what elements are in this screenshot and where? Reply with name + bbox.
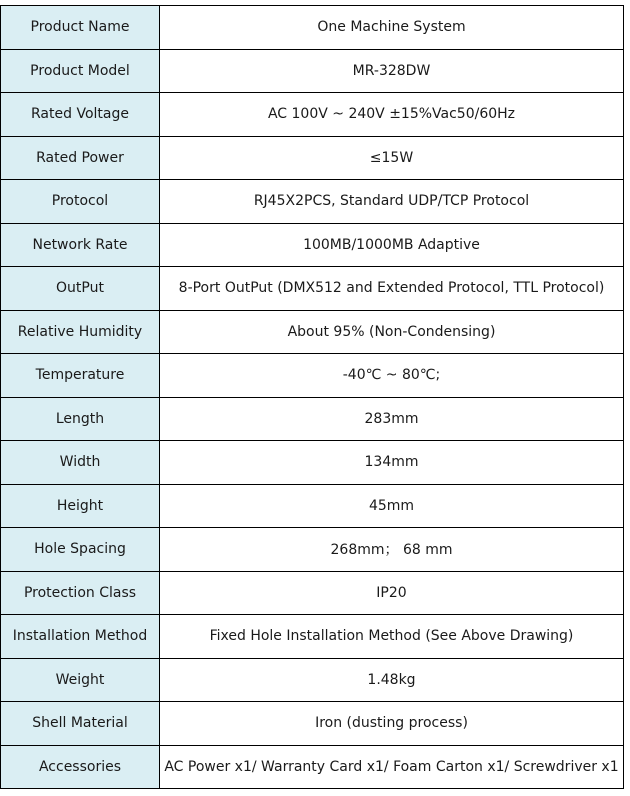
- spec-label: Rated Voltage: [1, 93, 160, 137]
- spec-value: IP20: [160, 571, 624, 615]
- spec-label: Product Model: [1, 49, 160, 93]
- spec-label: Protection Class: [1, 571, 160, 615]
- spec-label: Width: [1, 441, 160, 485]
- spec-value: About 95% (Non-Condensing): [160, 310, 624, 354]
- spec-label: Network Rate: [1, 223, 160, 267]
- spec-value: AC Power x1/ Warranty Card x1/ Foam Carton x1/ Screwdriver x1: [160, 745, 624, 789]
- table-row: [1, 571, 624, 615]
- table-row: [1, 484, 624, 528]
- spec-label: Hole Spacing: [1, 528, 160, 572]
- spec-label: Relative Humidity: [1, 310, 160, 354]
- spec-label: Weight: [1, 658, 160, 702]
- spec-label: Installation Method: [1, 615, 160, 659]
- spec-value: Fixed Hole Installation Method (See Above Drawing): [160, 615, 624, 659]
- spec-label: Product Name: [1, 6, 160, 50]
- spec-label: Height: [1, 484, 160, 528]
- table-row: [1, 397, 624, 441]
- spec-label: Shell Material: [1, 702, 160, 746]
- spec-value: 100MB/1000MB Adaptive: [160, 223, 624, 267]
- table-row: [1, 745, 624, 789]
- table-row: [1, 310, 624, 354]
- spec-label: Rated Power: [1, 136, 160, 180]
- spec-label: Protocol: [1, 180, 160, 224]
- spec-value: RJ45X2PCS, Standard UDP/TCP Protocol: [160, 180, 624, 224]
- table-row: [1, 615, 624, 659]
- spec-value: 283mm: [160, 397, 624, 441]
- spec-value: 45mm: [160, 484, 624, 528]
- table-row: [1, 136, 624, 180]
- spec-value: ≤15W: [160, 136, 624, 180]
- table-row: [1, 441, 624, 485]
- spec-table-body: [1, 6, 624, 789]
- spec-label: Length: [1, 397, 160, 441]
- table-row: [1, 93, 624, 137]
- spec-value: AC 100V ~ 240V ±15%Vac50/60Hz: [160, 93, 624, 137]
- spec-value: 268mm； 68 mm: [160, 528, 624, 572]
- spec-table: [0, 5, 624, 789]
- spec-value: One Machine System: [160, 6, 624, 50]
- table-row: [1, 658, 624, 702]
- spec-label: OutPut: [1, 267, 160, 311]
- table-row: [1, 702, 624, 746]
- spec-value: MR-328DW: [160, 49, 624, 93]
- spec-value: Iron (dusting process): [160, 702, 624, 746]
- table-row: [1, 6, 624, 50]
- spec-label: Temperature: [1, 354, 160, 398]
- table-row: [1, 267, 624, 311]
- table-row: [1, 180, 624, 224]
- table-row: [1, 49, 624, 93]
- spec-label: Accessories: [1, 745, 160, 789]
- table-row: [1, 223, 624, 267]
- spec-value: 1.48kg: [160, 658, 624, 702]
- spec-value: -40℃ ~ 80℃;: [160, 354, 624, 398]
- spec-value: 8-Port OutPut (DMX512 and Extended Protocol, TTL Protocol): [160, 267, 624, 311]
- table-row: [1, 354, 624, 398]
- table-row: [1, 528, 624, 572]
- spec-value: 134mm: [160, 441, 624, 485]
